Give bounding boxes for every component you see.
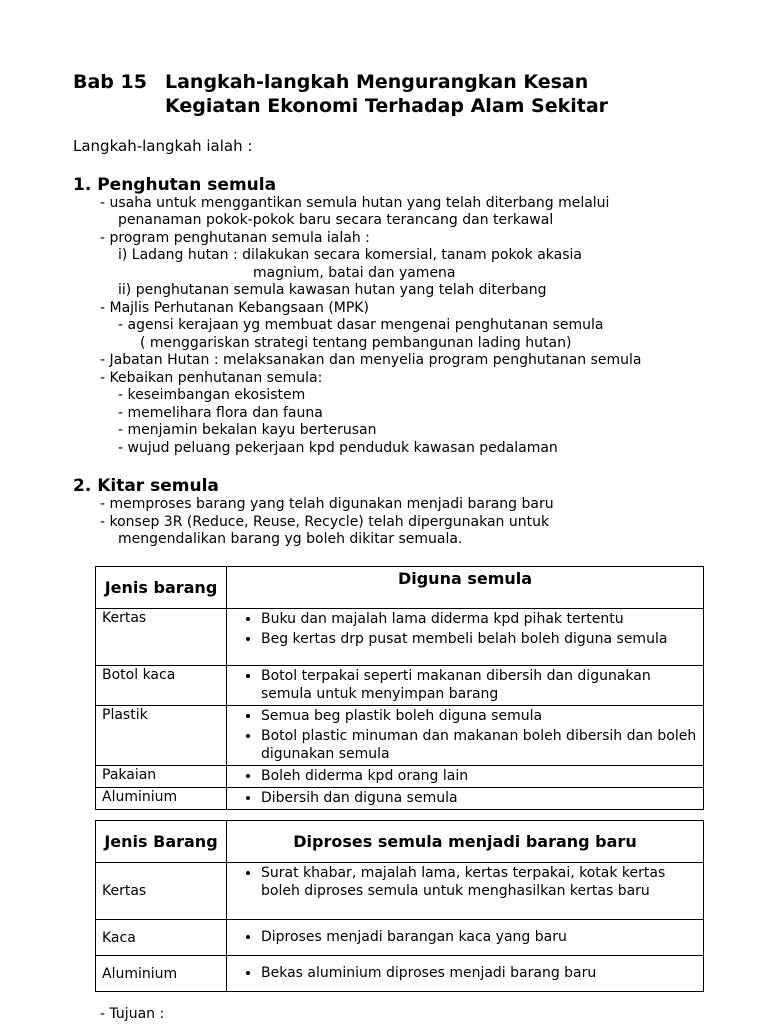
table-cell-points (227, 766, 704, 788)
section1-line: - program penghutanan semula ialah : (100, 230, 370, 246)
section2-line: mengendalikan barang yg boleh dikitar semuala. (118, 531, 463, 547)
intro-text: Langkah-langkah ialah : (73, 137, 253, 155)
table-header-item: Jenis Barang (96, 821, 227, 863)
section1-line: i) Ladang hutan : dilakukan secara komersial, tanam pokok akasia (118, 247, 582, 263)
table-row (96, 766, 704, 788)
table-cell-item: Kertas (96, 863, 227, 920)
table-cell-points (227, 706, 704, 766)
section1-line: - usaha untuk menggantikan semula hutan yang telah diterbang melalui (100, 195, 610, 211)
table-row (96, 956, 704, 992)
bullet-point: • Bekas aluminium diproses menjadi barang baru (261, 964, 697, 982)
section1-line: magnium, batai dan yamena (253, 265, 456, 281)
table-cell-item: Pakaian (96, 766, 227, 788)
table-cell-item: Plastik (96, 706, 227, 766)
section1-line: - wujud peluang pekerjaan kpd penduduk kawasan pedalaman (118, 440, 558, 456)
table-row (96, 788, 704, 810)
bullet-point: • Boleh diderma kpd orang lain (261, 767, 697, 785)
bullet-point: • Botol terpakai seperti makanan dibersih dan digunakan semula untuk menyimpan barang (261, 667, 697, 703)
table-row (96, 706, 704, 766)
chapter-title-line2: Kegiatan Ekonomi Terhadap Alam Sekitar (165, 95, 609, 117)
table-cell-points (227, 788, 704, 810)
table-row (96, 609, 704, 666)
table-header-row (96, 567, 704, 609)
section1-line: - Majlis Perhutanan Kebangsaan (MPK) (100, 300, 369, 316)
bullet-point: • Surat khabar, majalah lama, kertas terpakai, kotak kertas boleh diproses semula untuk menghasilkan kertas baru (261, 864, 697, 900)
footer-line: - Tujuan : (100, 1006, 165, 1022)
section1-line: penanaman pokok-pokok baru secara terancang dan terkawal (118, 212, 554, 228)
table-cell-points (227, 666, 704, 706)
section1-line: - Jabatan Hutan : melaksanakan dan menyelia program penghutanan semula (100, 352, 642, 368)
bullet-point: • Beg kertas drp pusat membeli belah boleh diguna semula (261, 630, 697, 648)
section1-line: - Kebaikan penhutanan semula: (100, 370, 323, 386)
table-header-description: Diguna semula (227, 567, 704, 609)
section1-heading: 1. Penghutan semula (73, 175, 277, 195)
table-cell-points (227, 956, 704, 992)
section1-line: - agensi kerajaan yg membuat dasar mengenai penghutanan semula (118, 317, 604, 333)
section2-line: - konsep 3R (Reduce, Reuse, Recycle) telah dipergunakan untuk (100, 514, 550, 530)
table-row (96, 863, 704, 920)
table-cell-item: Aluminium (96, 788, 227, 810)
table-cell-item: Botol kaca (96, 666, 227, 706)
reuse-table (95, 566, 704, 810)
table-header-description: Diproses semula menjadi barang baru (227, 821, 704, 863)
section1-line: ii) penghutanan semula kawasan hutan yang telah diterbang (118, 282, 547, 298)
table-row (96, 920, 704, 956)
table-cell-points (227, 920, 704, 956)
bullet-point: • Botol plastic minuman dan makanan boleh dibersih dan boleh digunakan semula (261, 727, 697, 763)
table-header-item: Jenis barang (96, 567, 227, 609)
table-header-row (96, 821, 704, 863)
table-cell-points (227, 609, 704, 666)
recycle-table (95, 820, 704, 992)
chapter-title-line1: Langkah-langkah Mengurangkan Kesan (165, 71, 589, 93)
table-cell-item: Kaca (96, 920, 227, 956)
section2-heading: 2. Kitar semula (73, 476, 219, 496)
table-cell-item: Aluminium (96, 956, 227, 992)
section1-line: - menjamin bekalan kayu berterusan (118, 422, 377, 438)
table-cell-points (227, 863, 704, 920)
table-row (96, 666, 704, 706)
bullet-point: • Diproses menjadi barangan kaca yang baru (261, 928, 697, 946)
table-cell-item: Kertas (96, 609, 227, 666)
bullet-point: • Dibersih dan diguna semula (261, 789, 697, 807)
section1-line: - keseimbangan ekosistem (118, 387, 306, 403)
bullet-point: • Semua beg plastik boleh diguna semula (261, 707, 697, 725)
chapter-number: Bab 15 (73, 71, 147, 93)
section2-line: - memproses barang yang telah digunakan menjadi barang baru (100, 496, 554, 512)
bullet-point: • Buku dan majalah lama diderma kpd pihak tertentu (261, 610, 697, 628)
section1-line: ( menggariskan strategi tentang pembangunan lading hutan) (140, 335, 572, 351)
section1-line: - memelihara flora dan fauna (118, 405, 323, 421)
